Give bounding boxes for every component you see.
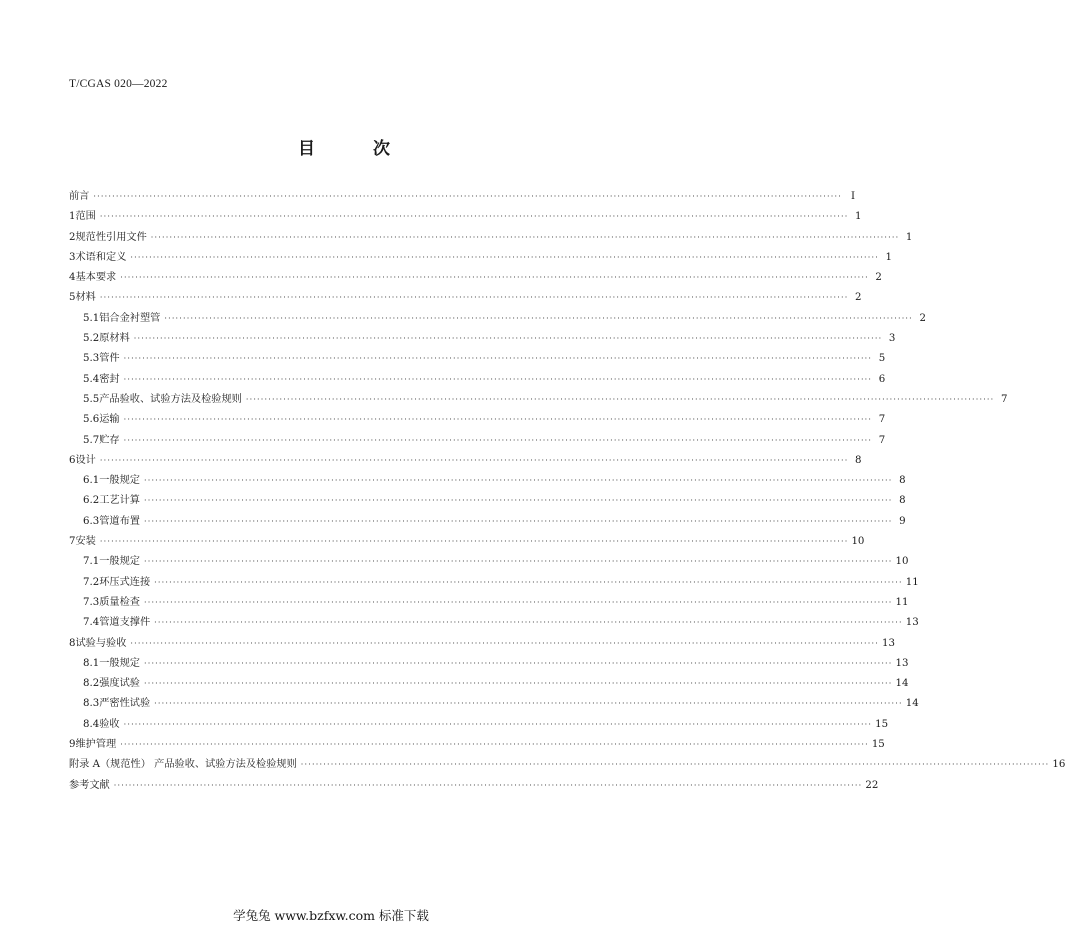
toc-entry[interactable] bbox=[69, 654, 909, 674]
toc-entry-page: 2 bbox=[919, 312, 926, 324]
toc-entry-label: 运输 bbox=[99, 414, 120, 426]
toc-entry-page: 1 bbox=[885, 251, 893, 263]
toc-leader-dots: ········································································································································································································ bbox=[130, 638, 880, 648]
toc-leader-dots: ········································································································································································································ bbox=[143, 679, 893, 689]
toc-leader-dots: ········································································································································································································ bbox=[143, 658, 893, 668]
toc-leader-dots: ········································································································································································································ bbox=[99, 537, 849, 547]
toc-entry-number: 6.2 bbox=[83, 495, 100, 507]
toc-entry-page: 7 bbox=[1000, 393, 1008, 405]
toc-entry[interactable] bbox=[69, 410, 886, 430]
toc-entry[interactable] bbox=[69, 268, 882, 288]
toc-entry-page: 8 bbox=[854, 454, 862, 466]
toc-entry-page: 16 bbox=[1052, 759, 1065, 771]
toc-entry-label: 维护管理 bbox=[75, 739, 117, 751]
toc-entry-label: 参考文献 bbox=[69, 779, 110, 791]
toc-entry[interactable] bbox=[69, 431, 886, 451]
toc-leader-dots: ········································································································································································································ bbox=[150, 232, 900, 242]
toc-leader-dots: ········································································································································································································ bbox=[123, 354, 873, 364]
toc-entry[interactable] bbox=[69, 735, 885, 755]
toc-leader-dots: ········································································································································································································ bbox=[120, 740, 869, 750]
toc-leader-dots: ········································································································································································································ bbox=[123, 415, 873, 425]
toc-entry[interactable] bbox=[69, 532, 865, 552]
toc-entry-page: 9 bbox=[899, 515, 906, 527]
toc-entry-number: 5.2 bbox=[83, 333, 100, 345]
toc-entry-label: 安装 bbox=[75, 536, 96, 548]
toc-entry-label: 验收 bbox=[99, 718, 120, 730]
toc-entry-page: 11 bbox=[905, 576, 919, 588]
toc-entry-page: 5 bbox=[878, 353, 886, 365]
toc-entry-label: 贮存 bbox=[99, 434, 120, 446]
toc-entry-page: 22 bbox=[865, 779, 879, 791]
watermark-footer: 学兔兔 www.bzfxw.com 标准下载 bbox=[233, 908, 429, 923]
toc-entry-label: 产品验收、试验方法及检验规则 bbox=[99, 393, 242, 405]
toc-entry[interactable] bbox=[69, 187, 855, 207]
toc-entry[interactable] bbox=[69, 776, 879, 796]
toc-entry-label: 一般规定 bbox=[99, 657, 140, 669]
toc-entry-page: 8 bbox=[899, 475, 906, 487]
toc-entry-number: 7.2 bbox=[83, 576, 100, 588]
toc-entry[interactable] bbox=[69, 248, 893, 268]
toc-entry-number: 5.3 bbox=[83, 353, 100, 365]
toc-entry[interactable] bbox=[69, 309, 926, 329]
toc-leader-dots: ········································································································································································································ bbox=[99, 455, 849, 465]
toc-entry-number: 8.4 bbox=[83, 718, 100, 730]
toc-entry[interactable] bbox=[69, 228, 913, 248]
toc-entry-label: 材料 bbox=[75, 292, 96, 304]
toc-entry-number: 7.3 bbox=[83, 596, 100, 608]
toc-entry-label: 前言 bbox=[69, 191, 90, 202]
toc-leader-dots: ········································································································································································································ bbox=[154, 699, 903, 709]
toc-entry-page: 14 bbox=[895, 678, 909, 690]
toc-entry-page: 6 bbox=[878, 373, 886, 385]
toc-entry-label: 附录 A（规范性） 产品验收、试验方法及检验规则 bbox=[69, 759, 297, 771]
toc-entry-number: 8.3 bbox=[83, 698, 100, 710]
toc-entry-number: 6.1 bbox=[83, 475, 100, 487]
toc-entry[interactable] bbox=[69, 370, 886, 390]
toc-entry-number: 5.6 bbox=[83, 414, 100, 426]
toc-entry-page: 15 bbox=[871, 739, 885, 751]
toc-entry-label: 强度试验 bbox=[99, 678, 140, 690]
toc-entry[interactable] bbox=[69, 755, 1065, 775]
toc-leader-dots: ········································································································································································································ bbox=[113, 780, 863, 790]
toc-entry-page: 13 bbox=[905, 617, 919, 629]
toc-entry-page: I bbox=[850, 191, 855, 202]
toc-entry-label: 术语和定义 bbox=[75, 251, 127, 263]
toc-entry[interactable] bbox=[69, 390, 1008, 410]
toc-leader-dots: ········································································································································································································ bbox=[143, 476, 893, 486]
toc-leader-dots: ········································································································································································································ bbox=[123, 719, 873, 729]
toc-entry-label: 工艺计算 bbox=[99, 495, 140, 507]
toc-entry-label: 范围 bbox=[75, 211, 96, 223]
toc-entry-page: 10 bbox=[851, 536, 865, 548]
toc-entry-label: 原材料 bbox=[99, 333, 130, 345]
toc-entry-number: 1 bbox=[69, 211, 76, 223]
toc-entry-page: 3 bbox=[888, 333, 896, 345]
toc-entry[interactable] bbox=[69, 593, 909, 613]
toc-entry-page: 2 bbox=[854, 292, 862, 304]
toc-entry-page: 10 bbox=[895, 556, 909, 568]
toc-leader-dots: ········································································································································································································ bbox=[99, 293, 849, 303]
toc-entry[interactable] bbox=[69, 491, 906, 511]
toc-entry-page: 15 bbox=[875, 718, 889, 730]
toc-leader-dots: ········································································································································································································ bbox=[143, 516, 893, 526]
toc-entry-number: 6.3 bbox=[83, 515, 100, 527]
toc-entry-page: 2 bbox=[875, 272, 882, 284]
toc-entry-number: 7.1 bbox=[83, 556, 100, 568]
toc-entry[interactable] bbox=[69, 451, 862, 471]
toc-entry-number: 5.5 bbox=[83, 393, 100, 405]
toc-leader-dots: ········································································································································································································ bbox=[245, 394, 995, 404]
toc-entry-label: 管道支撑件 bbox=[99, 617, 151, 629]
toc-leader-dots: ········································································································································································································ bbox=[123, 374, 873, 384]
toc-entry-label: 试验与验收 bbox=[75, 637, 127, 649]
toc-entry-page: 14 bbox=[905, 698, 919, 710]
toc-entry-label: 一般规定 bbox=[99, 475, 140, 487]
toc-entry-number: 8.2 bbox=[83, 678, 100, 690]
toc-entry-page: 11 bbox=[895, 596, 909, 608]
toc-entry[interactable] bbox=[69, 634, 895, 654]
toc-entry-number: 5.7 bbox=[83, 434, 100, 446]
toc-entry-label: 基本要求 bbox=[75, 272, 117, 284]
toc-entry-number: 7 bbox=[69, 536, 76, 548]
toc-leader-dots: ········································································································································································································ bbox=[143, 597, 893, 607]
toc-entry-page: 8 bbox=[899, 495, 906, 507]
toc-entry-number: 3 bbox=[69, 251, 76, 263]
toc-entry-label: 管道布置 bbox=[99, 515, 140, 527]
toc-entry-number: 5 bbox=[69, 292, 76, 304]
toc-entry-label: 一般规定 bbox=[99, 556, 140, 568]
toc-entry-page: 13 bbox=[882, 637, 895, 649]
toc-entry[interactable] bbox=[69, 694, 919, 714]
toc-leader-dots: ········································································································································································································ bbox=[154, 618, 903, 628]
toc-leader-dots: ········································································································································································································ bbox=[143, 557, 893, 567]
toc-entry[interactable] bbox=[69, 613, 919, 633]
toc-entry-page: 1 bbox=[905, 231, 913, 243]
toc-entry[interactable] bbox=[69, 512, 906, 532]
toc-entry-number: 7.4 bbox=[83, 617, 100, 629]
standard-code: T/CGAS 020—2022 bbox=[69, 78, 168, 90]
toc-entry[interactable] bbox=[69, 674, 909, 694]
toc-entry-page: 7 bbox=[878, 434, 886, 446]
toc-leader-dots: ········································································································································································································ bbox=[93, 192, 842, 201]
toc-entry[interactable] bbox=[69, 471, 906, 491]
toc-entry-label: 铝合金衬塑管 bbox=[99, 312, 161, 324]
toc-leader-dots: ········································································································································································································ bbox=[300, 760, 1050, 770]
toc-entry-number: 5.1 bbox=[83, 312, 100, 324]
toc-entry-label: 管件 bbox=[99, 353, 120, 365]
table-of-contents bbox=[69, 187, 1065, 796]
toc-entry[interactable] bbox=[69, 552, 909, 572]
toc-entry-number: 6 bbox=[69, 454, 76, 466]
toc-leader-dots: ········································································································································································································ bbox=[154, 577, 903, 587]
toc-entry-page: 13 bbox=[895, 657, 909, 669]
toc-entry-number: 8.1 bbox=[83, 657, 100, 669]
toc-leader-dots: ········································································································································································································ bbox=[164, 313, 913, 323]
toc-entry-label: 密封 bbox=[99, 373, 120, 385]
toc-entry[interactable] bbox=[69, 329, 896, 349]
toc-entry[interactable] bbox=[69, 573, 919, 593]
toc-leader-dots: ········································································································································································································ bbox=[99, 212, 849, 222]
toc-leader-dots: ········································································································································································································ bbox=[130, 252, 880, 262]
toc-leader-dots: ········································································································································································································ bbox=[123, 435, 873, 445]
toc-entry-page: 1 bbox=[854, 211, 862, 223]
toc-leader-dots: ········································································································································································································ bbox=[143, 496, 893, 506]
toc-entry-label: 严密性试验 bbox=[99, 698, 151, 710]
toc-entry-label: 质量检查 bbox=[99, 596, 140, 608]
toc-entry-number: 4 bbox=[69, 272, 76, 284]
page-title: 目 次 bbox=[298, 139, 416, 159]
toc-entry-label: 规范性引用文件 bbox=[75, 231, 147, 243]
toc-entry[interactable] bbox=[69, 207, 862, 227]
toc-entry-label: 环压式连接 bbox=[99, 576, 151, 588]
toc-entry-number: 5.4 bbox=[83, 373, 100, 385]
toc-entry[interactable] bbox=[69, 349, 886, 369]
toc-entry[interactable] bbox=[69, 288, 862, 308]
toc-entry-number: 9 bbox=[69, 739, 76, 751]
toc-entry[interactable] bbox=[69, 715, 889, 735]
toc-entry-label: 设计 bbox=[75, 454, 96, 466]
toc-leader-dots: ········································································································································································································ bbox=[120, 273, 869, 283]
toc-entry-page: 7 bbox=[878, 414, 886, 426]
toc-entry-number: 2 bbox=[69, 231, 76, 243]
toc-leader-dots: ········································································································································································································ bbox=[133, 334, 883, 344]
toc-entry-number: 8 bbox=[69, 637, 76, 649]
